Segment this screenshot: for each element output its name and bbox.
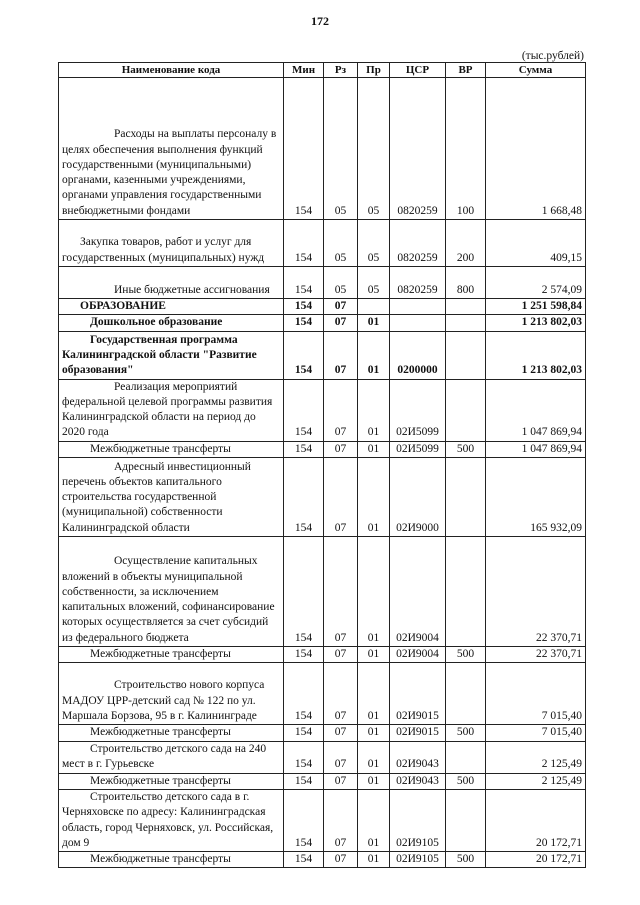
row-sum: 1 047 869,94 <box>486 379 586 441</box>
row-rz: 05 <box>324 78 358 220</box>
row-sum: 2 125,49 <box>486 773 586 789</box>
header-rz: Рз <box>324 63 358 78</box>
row-name: Адресный инвестиционный перечень объектов капитального строительства государственной (муниципальной) собственности Калининградской области <box>62 460 251 534</box>
table-row <box>59 220 586 267</box>
row-name: Расходы на выплаты персоналу в целях обеспечения выполнения функций государственными (муниципальными) органами, казенными учреждениями, органами управления государственными внебюджетными фондами <box>62 128 277 217</box>
row-sum: 22 370,71 <box>486 647 586 663</box>
row-vr: 500 <box>446 441 486 457</box>
row-csr: 02И9015 <box>390 663 446 725</box>
row-min: 154 <box>284 741 324 773</box>
row-min: 154 <box>284 379 324 441</box>
row-rz: 07 <box>324 647 358 663</box>
row-pr: 01 <box>358 789 390 851</box>
row-rz: 07 <box>324 663 358 725</box>
row-min: 154 <box>284 537 324 647</box>
row-name: Межбюджетные трансферты <box>90 726 231 739</box>
row-rz: 07 <box>324 741 358 773</box>
row-rz: 07 <box>324 537 358 647</box>
row-csr: 02И9000 <box>390 458 446 537</box>
header-vr: ВР <box>446 63 486 78</box>
row-csr: 0820259 <box>390 267 446 299</box>
row-min: 154 <box>284 773 324 789</box>
row-vr: 200 <box>446 220 486 267</box>
units-label: (тыс.рублей) <box>521 50 584 62</box>
row-csr: 02И5099 <box>390 379 446 441</box>
row-name: Строительство нового корпуса МАДОУ ЦРР-детский сад № 122 по ул. Маршала Борзова, 95 в г. Калининграде <box>62 679 265 723</box>
row-min: 154 <box>284 458 324 537</box>
row-pr <box>358 299 390 315</box>
table-row <box>59 331 586 379</box>
row-vr <box>446 741 486 773</box>
table-row <box>59 78 586 220</box>
row-min: 154 <box>284 789 324 851</box>
row-sum: 22 370,71 <box>486 537 586 647</box>
row-name: Осуществление капитальных вложений в объекты муниципальной собственности, за исключением капитальных вложений, софинансирование которых осуществляется за счет субсидий из федерального бюджета <box>62 555 275 644</box>
row-name: Межбюджетные трансферты <box>90 853 231 866</box>
table-row <box>59 441 586 457</box>
row-sum: 1 213 802,03 <box>486 331 586 379</box>
page-number: 172 <box>311 14 329 28</box>
header-pr: Пр <box>358 63 390 78</box>
row-pr: 01 <box>358 741 390 773</box>
row-pr: 01 <box>358 773 390 789</box>
row-min: 154 <box>284 220 324 267</box>
row-sum: 20 172,71 <box>486 852 586 868</box>
row-csr: 02И5099 <box>390 441 446 457</box>
row-vr <box>446 299 486 315</box>
row-csr: 02И9004 <box>390 537 446 647</box>
row-vr <box>446 458 486 537</box>
table-row <box>59 789 586 851</box>
row-csr <box>390 299 446 315</box>
table-row <box>59 773 586 789</box>
header-sum: Сумма <box>486 63 586 78</box>
row-pr: 01 <box>358 331 390 379</box>
header-name: Наименование кода <box>59 63 284 78</box>
row-rz: 07 <box>324 315 358 331</box>
row-sum: 1 213 802,03 <box>486 315 586 331</box>
header-csr: ЦСР <box>390 63 446 78</box>
row-min: 154 <box>284 331 324 379</box>
table-row <box>59 299 586 315</box>
table-row <box>59 663 586 725</box>
row-sum: 1 047 869,94 <box>486 441 586 457</box>
row-min: 154 <box>284 78 324 220</box>
row-name: ОБРАЗОВАНИЕ <box>80 300 166 312</box>
row-name: Государственная программа Калининградской области "Развитие образования" <box>62 333 257 377</box>
row-csr: 02И9004 <box>390 647 446 663</box>
header-min: Мин <box>284 63 324 78</box>
row-csr: 0820259 <box>390 78 446 220</box>
row-pr: 01 <box>358 458 390 537</box>
row-pr: 05 <box>358 267 390 299</box>
row-rz: 07 <box>324 458 358 537</box>
row-rz: 07 <box>324 773 358 789</box>
budget-table <box>58 62 586 868</box>
row-name: Межбюджетные трансферты <box>90 774 231 787</box>
row-vr <box>446 379 486 441</box>
row-rz: 07 <box>324 725 358 741</box>
row-sum: 7 015,40 <box>486 663 586 725</box>
row-vr: 500 <box>446 725 486 741</box>
row-sum: 1 668,48 <box>486 78 586 220</box>
row-rz: 07 <box>324 441 358 457</box>
table-row <box>59 315 586 331</box>
row-sum: 2 574,09 <box>486 267 586 299</box>
row-vr: 500 <box>446 647 486 663</box>
row-sum: 20 172,71 <box>486 789 586 851</box>
row-pr: 01 <box>358 379 390 441</box>
row-min: 154 <box>284 647 324 663</box>
row-vr <box>446 663 486 725</box>
table-row <box>59 379 586 441</box>
row-vr <box>446 331 486 379</box>
row-pr: 01 <box>358 315 390 331</box>
row-rz: 07 <box>324 379 358 441</box>
row-rz: 05 <box>324 267 358 299</box>
table-row <box>59 741 586 773</box>
row-min: 154 <box>284 267 324 299</box>
table-header-row <box>59 63 586 78</box>
row-csr: 02И9015 <box>390 725 446 741</box>
row-pr: 01 <box>358 852 390 868</box>
row-name: Закупка товаров, работ и услуг для государственных (муниципальных) нужд <box>62 236 265 264</box>
row-name: Межбюджетные трансферты <box>90 648 231 661</box>
row-vr: 500 <box>446 773 486 789</box>
table-row <box>59 267 586 299</box>
row-vr <box>446 315 486 331</box>
table-row <box>59 852 586 868</box>
row-vr <box>446 789 486 851</box>
row-pr: 05 <box>358 78 390 220</box>
row-pr: 05 <box>358 220 390 267</box>
row-rz: 07 <box>324 852 358 868</box>
row-vr: 500 <box>446 852 486 868</box>
row-min: 154 <box>284 725 324 741</box>
row-name: Иные бюджетные ассигнования <box>114 283 270 296</box>
row-min: 154 <box>284 663 324 725</box>
row-csr <box>390 315 446 331</box>
row-sum: 409,15 <box>486 220 586 267</box>
row-name: Дошкольное образование <box>90 316 223 329</box>
row-min: 154 <box>284 299 324 315</box>
row-csr: 02И9105 <box>390 852 446 868</box>
row-name: Межбюджетные трансферты <box>90 442 231 455</box>
row-pr: 01 <box>358 537 390 647</box>
row-csr: 0200000 <box>390 331 446 379</box>
row-vr: 100 <box>446 78 486 220</box>
row-sum: 2 125,49 <box>486 741 586 773</box>
row-vr <box>446 537 486 647</box>
row-rz: 05 <box>324 220 358 267</box>
row-pr: 01 <box>358 663 390 725</box>
row-csr: 02И9043 <box>390 741 446 773</box>
row-rz: 07 <box>324 299 358 315</box>
row-sum: 7 015,40 <box>486 725 586 741</box>
row-name: Строительство детского сада на 240 мест в г. Гурьевске <box>62 743 267 771</box>
row-min: 154 <box>284 441 324 457</box>
row-pr: 01 <box>358 725 390 741</box>
row-min: 154 <box>284 852 324 868</box>
row-pr: 01 <box>358 647 390 663</box>
table-row <box>59 725 586 741</box>
row-sum: 1 251 598,84 <box>486 299 586 315</box>
row-name: Реализация мероприятий федеральной целевой программы развития Калининградской области на период до 2020 года <box>62 380 273 439</box>
row-csr: 02И9105 <box>390 789 446 851</box>
row-sum: 165 932,09 <box>486 458 586 537</box>
row-rz: 07 <box>324 789 358 851</box>
row-csr: 02И9043 <box>390 773 446 789</box>
row-csr: 0820259 <box>390 220 446 267</box>
row-vr: 800 <box>446 267 486 299</box>
row-name: Строительство детского сада в г. Черняховске по адресу: Калининградская область, город Черняховск, ул. Российская, дом 9 <box>62 790 274 849</box>
row-pr: 01 <box>358 441 390 457</box>
table-row <box>59 537 586 647</box>
table-row <box>59 647 586 663</box>
row-min: 154 <box>284 315 324 331</box>
table-row <box>59 458 586 537</box>
row-rz: 07 <box>324 331 358 379</box>
